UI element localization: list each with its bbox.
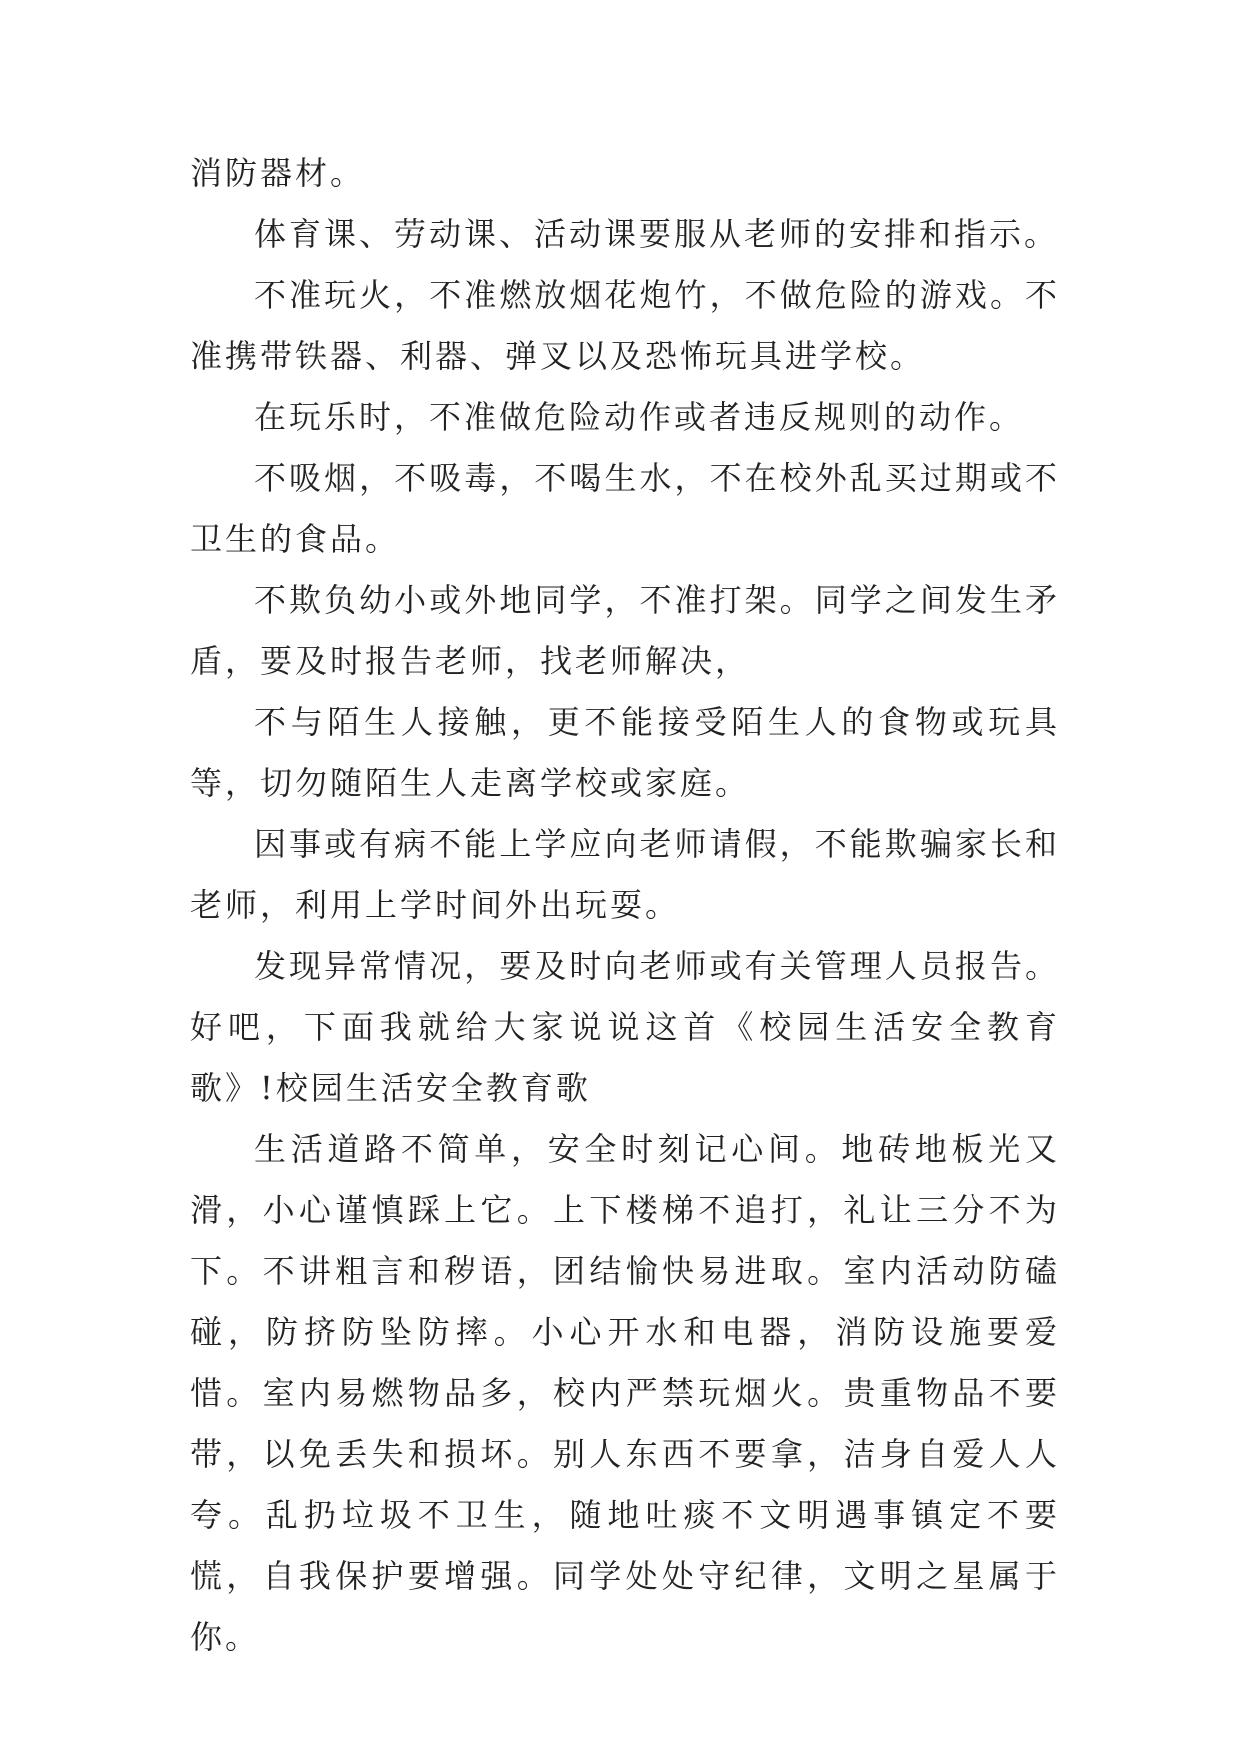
paragraph: 在玩乐时，不准做危险动作或者违反规则的动作。 bbox=[254, 398, 1025, 436]
paragraph: 因事或有病不能上学应向老师请假，不能欺骗家长和老师，利用上学时间外出玩耍。 bbox=[190, 825, 1060, 924]
document-body bbox=[190, 143, 1060, 1668]
paragraph: 不吸烟，不吸毒，不喝生水，不在校外乱买过期或不卫生的食品。 bbox=[190, 459, 1060, 558]
paragraph: 体育课、劳动课、活动课要服从老师的安排和指示。 bbox=[254, 215, 1060, 253]
paragraph: 发现异常情况，要及时向老师或有关管理人员报告。好吧，下面我就给大家说说这首《校园生活安全教育歌》!校园生活安全教育歌 bbox=[190, 947, 1060, 1107]
paragraph: 不准玩火，不准燃放烟花炮竹，不做危险的游戏。不准携带铁器、利器、弹叉以及恐怖玩具进学校。 bbox=[190, 276, 1060, 375]
paragraph: 不欺负幼小或外地同学，不准打架。同学之间发生矛盾，要及时报告老师，找老师解决， bbox=[190, 581, 1060, 680]
paragraph: 生活道路不简单，安全时刻记心间。地砖地板光又滑，小心谨慎踩上它。上下楼梯不追打，礼让三分不为下。不讲粗言和秽语，团结愉快易进取。室内活动防磕碰，防挤防坠防摔。小心开水和电器，消防设施要爱惜。室内易燃物品多，校内严禁玩烟火。贵重物品不要带，以免丢失和损坏。别人东西不要拿，洁身自爱人人夸。乱扔垃圾不卫生，随地吐痰不文明遇事镇定不要慌，自我保护要增强。同学处处守纪律，文明之星属于你。 bbox=[190, 1130, 1060, 1656]
paragraph: 消防器材。 bbox=[190, 154, 366, 192]
paragraph: 不与陌生人接触，更不能接受陌生人的食物或玩具等，切勿随陌生人走离学校或家庭。 bbox=[190, 703, 1060, 802]
